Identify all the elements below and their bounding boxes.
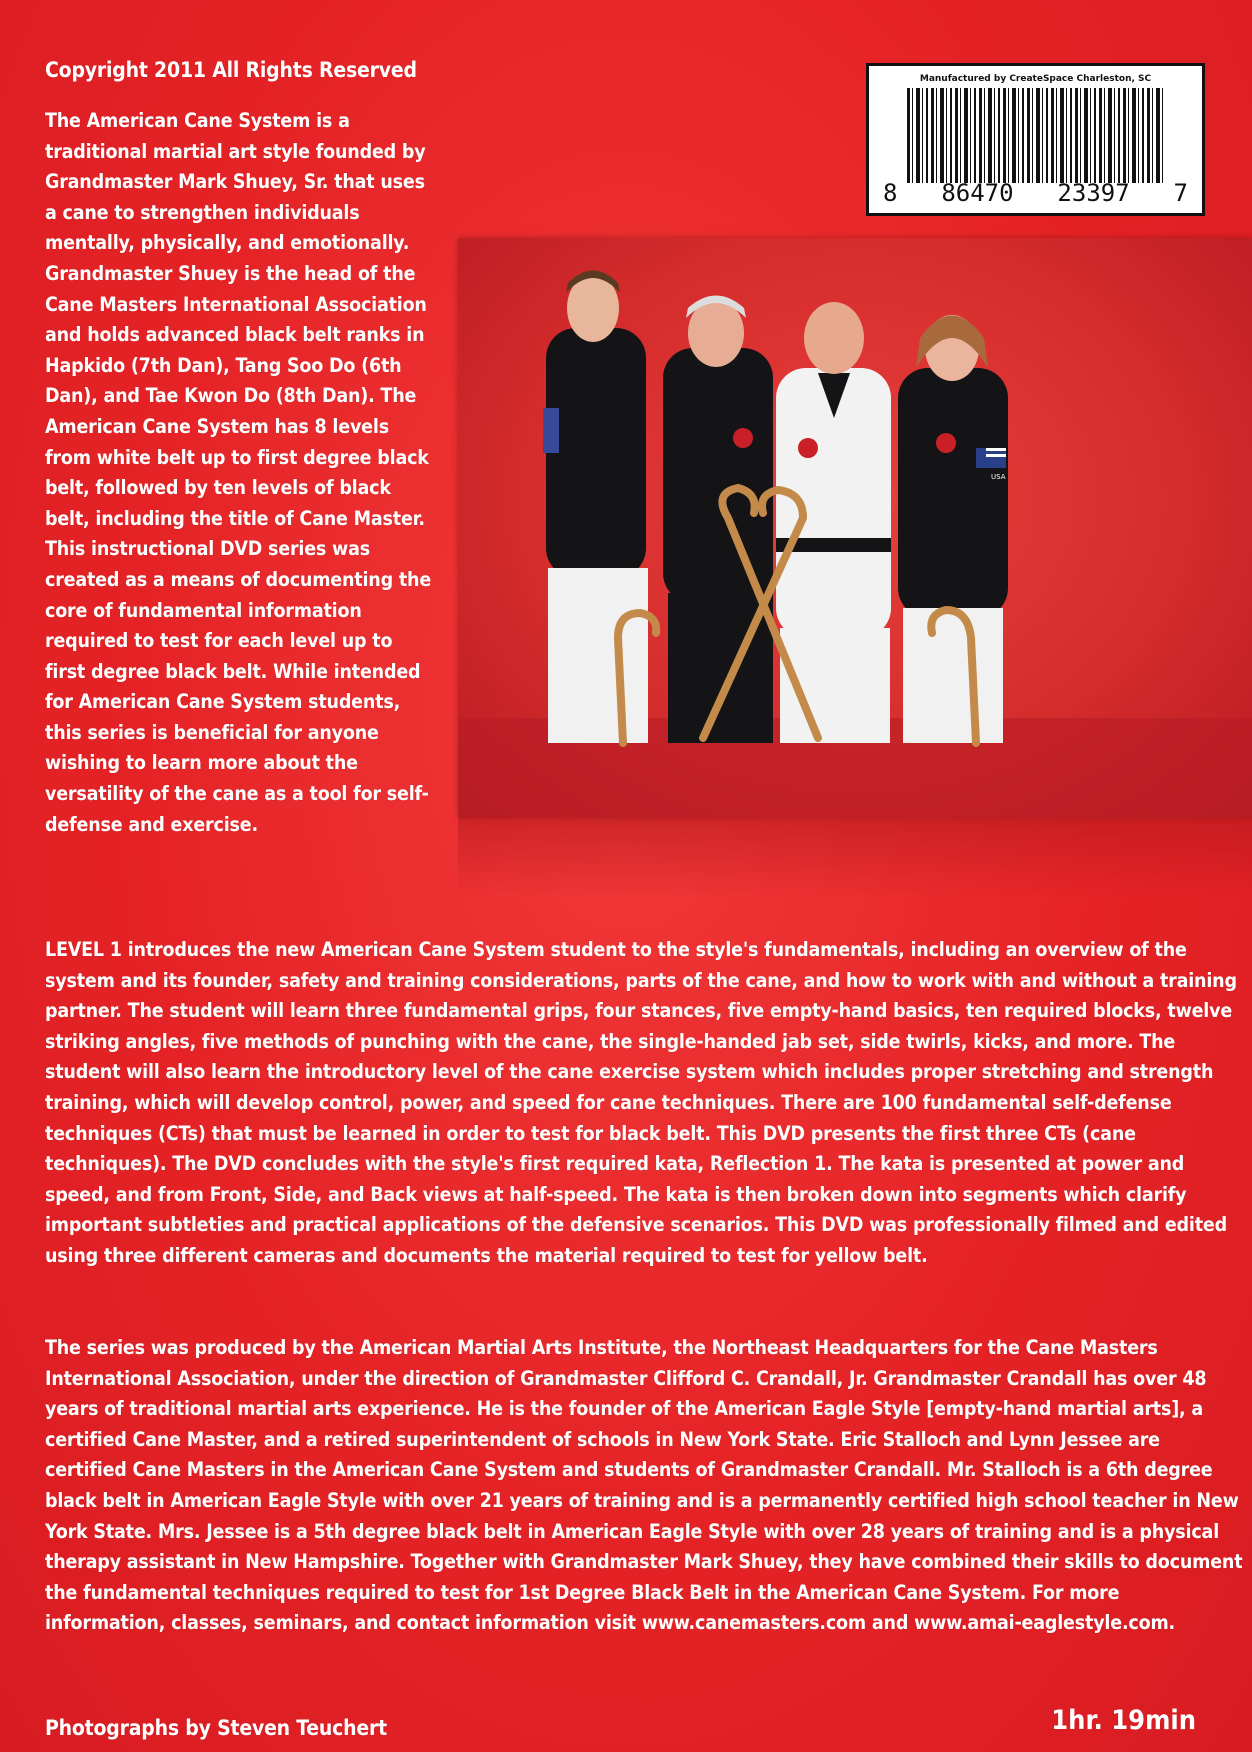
barcode-digit-group: 8 — [883, 179, 898, 207]
photo-credit: Photographs by Steven Teuchert — [45, 1716, 387, 1740]
barcode-digits — [869, 179, 1202, 207]
barcode-digit-group: 23397 — [1057, 179, 1130, 207]
barcode-digit-group: 86470 — [941, 179, 1014, 207]
runtime-label: 1hr. 19min — [1051, 1705, 1196, 1736]
chest-patch — [936, 433, 956, 453]
person-2 — [663, 296, 773, 744]
chest-patch — [798, 438, 818, 458]
barcode-digit-group: 7 — [1173, 179, 1188, 207]
person-4 — [898, 315, 1008, 743]
chest-patch — [733, 428, 753, 448]
barcode-manufacturer: Manufactured by CreateSpace Charleston, SC — [919, 74, 1152, 84]
series-description: The series was produced by the American Martial Arts Institute, the Northeast Headquarters for the Cane Masters International Association, under the direction of Grandmaster Clifford C. Crandall, Jr. Grandmaster Crandall has over 48 years of traditional martial arts experience. He is the founder of the American Eagle Style [empty-hand martial arts], a certified Cane Master, and a retired superintendent of schools in New York State. Eric Stalloch and Lynn Jessee are certified Cane Masters in the American Cane System and students of Grandmaster Crandall. Mr. Stalloch is a 6th degree black belt in American Eagle Style with over 21 years of training and is a permanently certified high school teacher in New York State. Mrs. Jessee is a 5th degree black belt in American Eagle Style with over 28 years of training and is a physical therapy assistant in New Hampshire. Together with Grandmaster Mark Shuey, they have combined their skills to document the fundamental techniques required to test for 1st Degree Black Belt in the American Cane System. For more information, classes, seminars, and contact information visit www.canemasters.com and www.amai-eaglestyle.com. — [45, 1336, 1243, 1635]
intro-paragraph: The American Cane System is a traditional martial art style founded by Grandmaster Mark Shuey, Sr. that uses a cane to strengthen individuals mentally, physically, and emotionally. Grandmaster Shuey is the head of the Cane Masters International Association and holds advanced black belt ranks in Hapkido (7th Dan), Tang Soo Do (6th Dan), and Tae Kwon Do (8th Dan). The American Cane System has 8 levels from white belt up to first degree black belt, followed by ten levels of black belt, including the title of Cane Master. This instructional DVD series was created as a means of documenting the core of fundamental information required to test for each level up to first degree black belt. While intended for American Cane System students, this series is beneficial for anyone wishing to learn more about the versatility of the cane as a tool for self-defense and exercise. — [45, 109, 432, 836]
copyright-notice: Copyright 2011 All Rights Reserved — [45, 58, 417, 82]
barcode-bars — [907, 88, 1164, 183]
sleeve-patch — [543, 408, 559, 453]
level-1-description: LEVEL 1 introduces the new American Cane System student to the style's fundamentals, including an overview of the system and its founder, safety and training considerations, parts of the cane, and how to work with and without a training partner. The student will learn three fundamental grips, four stances, five empty-hand basics, ten required blocks, twelve striking angles, five methods of punching with the cane, the single-handed jab set, side twirls, kicks, and more. The student will also learn the introductory level of the cane exercise system which includes proper stretching and strength training, which will develop control, power, and speed for cane techniques. There are 100 fundamental self-defense techniques (CTs) that must be learned in order to test for black belt. This DVD presents the first three CTs (cane techniques). The DVD concludes with the style's first required kata, Reflection 1. The kata is presented at power and speed, and from Front, Side, and Back views at half-speed. The kata is then broken down into segments which clarify important subtleties and practical applications of the defensive scenarios. This DVD was professionally filmed and edited using three different cameras and documents the material required to test for yellow belt. — [45, 938, 1237, 1267]
person-1 — [543, 271, 648, 744]
group-photo — [458, 238, 1252, 818]
flag-patch-label: USA — [991, 473, 1006, 481]
barcode-label — [866, 63, 1205, 216]
photo-reflection — [458, 818, 1252, 898]
